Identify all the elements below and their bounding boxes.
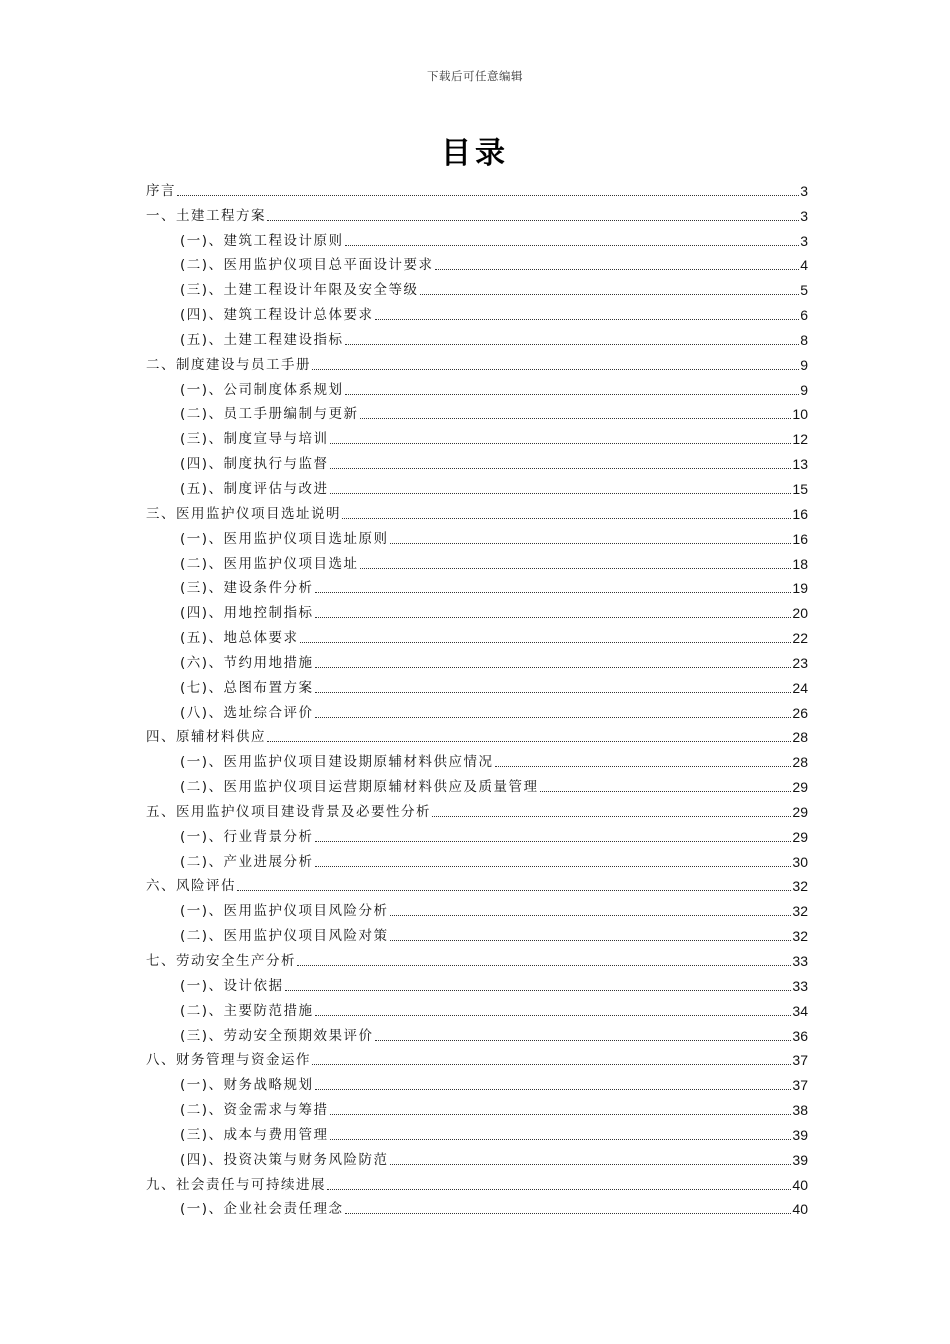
- toc-entry-page-number: 39: [792, 1151, 808, 1168]
- dot-leader: [300, 642, 792, 643]
- toc-entry-label: (二)、医用监护仪项目选址: [180, 555, 359, 572]
- dot-leader: [390, 543, 792, 544]
- toc-entry-label: 三、医用监护仪项目选址说明: [146, 505, 341, 522]
- dot-leader: [345, 344, 800, 345]
- dot-leader: [345, 245, 800, 246]
- toc-entry-label: (四)、用地控制指标: [180, 605, 314, 622]
- toc-entry-label: (一)、财务战略规划: [180, 1077, 314, 1094]
- toc-entry[interactable]: [146, 771, 808, 796]
- toc-entry-label: (四)、建筑工程设计总体要求: [180, 307, 374, 324]
- dot-leader: [390, 940, 792, 941]
- toc-entry-label: (三)、成本与费用管理: [180, 1126, 329, 1143]
- dot-leader: [315, 617, 792, 618]
- toc-entry-page-number: 29: [792, 779, 808, 796]
- toc-entry-label: (一)、行业背景分析: [180, 828, 314, 845]
- toc-entry[interactable]: [146, 473, 808, 498]
- dot-leader: [315, 1089, 792, 1090]
- toc-entry-label: (二)、资金需求与筹措: [180, 1102, 329, 1119]
- toc-entry-page-number: 32: [792, 903, 808, 920]
- dot-leader: [267, 220, 799, 221]
- toc-entry-page-number: 30: [792, 853, 808, 870]
- toc-entry-page-number: 23: [792, 654, 808, 671]
- toc-entry-label: (五)、制度评估与改进: [180, 480, 329, 497]
- toc-entry[interactable]: [146, 995, 808, 1020]
- toc-entry-label: (三)、建设条件分析: [180, 580, 314, 597]
- dot-leader: [327, 1189, 791, 1190]
- toc-entry[interactable]: [146, 299, 808, 324]
- toc-entry[interactable]: [146, 324, 808, 349]
- toc-entry-page-number: 37: [792, 1052, 808, 1069]
- toc-entry[interactable]: [146, 175, 808, 200]
- toc-entry-label: 五、医用监护仪项目建设背景及必要性分析: [146, 803, 431, 820]
- dot-leader: [342, 518, 791, 519]
- toc-entry[interactable]: [146, 746, 808, 771]
- toc-entry-page-number: 5: [800, 282, 808, 299]
- toc-entry-page-number: 3: [800, 207, 808, 224]
- toc-entry[interactable]: [146, 225, 808, 250]
- dot-leader: [285, 990, 792, 991]
- toc-entry-label: (二)、医用监护仪项目总平面设计要求: [180, 257, 434, 274]
- dot-leader: [420, 294, 800, 295]
- toc-entry-page-number: 15: [792, 480, 808, 497]
- dot-leader: [360, 568, 792, 569]
- dot-leader: [315, 866, 792, 867]
- toc-entry-page-number: 3: [800, 182, 808, 199]
- dot-leader: [360, 418, 792, 419]
- toc-entry-label: (一)、医用监护仪项目选址原则: [180, 530, 389, 547]
- toc-entry-page-number: 39: [792, 1126, 808, 1143]
- toc-entry-label: 九、社会责任与可持续进展: [146, 1176, 326, 1193]
- dot-leader: [375, 1040, 792, 1041]
- toc-entry[interactable]: [146, 672, 808, 697]
- header-note: 下载后可任意编辑: [427, 69, 523, 83]
- toc-entry-label: (一)、医用监护仪项目风险分析: [180, 903, 389, 920]
- dot-leader: [495, 766, 792, 767]
- toc-entry-page-number: 4: [800, 257, 808, 274]
- dot-leader: [297, 965, 791, 966]
- toc-entry-page-number: 28: [792, 729, 808, 746]
- page-title: 目录: [441, 136, 509, 171]
- toc-entry-page-number: 26: [792, 704, 808, 721]
- toc-entry[interactable]: [146, 1094, 808, 1119]
- toc-entry-page-number: 36: [792, 1027, 808, 1044]
- toc-entry[interactable]: [146, 846, 808, 871]
- dot-leader: [432, 816, 791, 817]
- toc-entry[interactable]: [146, 895, 808, 920]
- toc-entry-page-number: 33: [792, 953, 808, 969]
- toc-entry-label: (四)、投资决策与财务风险防范: [180, 1151, 389, 1168]
- toc-entry[interactable]: [146, 697, 808, 722]
- toc-entry-page-number: 29: [792, 828, 808, 845]
- toc-entry-page-number: 20: [792, 605, 808, 622]
- toc-entry-label: 四、原辅材料供应: [146, 729, 266, 746]
- dot-leader: [375, 319, 800, 320]
- dot-leader: [237, 890, 791, 891]
- toc-entry-page-number: 32: [792, 928, 808, 945]
- dot-leader: [315, 667, 792, 668]
- toc-entry-page-number: 33: [792, 977, 808, 994]
- toc-entry-label: (五)、地总体要求: [180, 630, 299, 647]
- toc-entry[interactable]: [146, 1020, 808, 1045]
- dot-leader: [315, 717, 792, 718]
- toc-entry-page-number: 38: [792, 1102, 808, 1119]
- toc-entry[interactable]: [146, 1144, 808, 1169]
- toc-entry-label: (二)、医用监护仪项目风险对策: [180, 928, 389, 945]
- toc-entry[interactable]: [146, 647, 808, 672]
- dot-leader: [435, 269, 800, 270]
- toc-entry-label: (八)、选址综合评价: [180, 704, 314, 721]
- toc-entry[interactable]: [146, 399, 808, 424]
- toc-entry-page-number: 18: [792, 555, 808, 572]
- toc-entry[interactable]: [146, 548, 808, 573]
- toc-entry[interactable]: [146, 250, 808, 275]
- toc-entry-page-number: 9: [800, 356, 808, 373]
- dot-leader: [330, 493, 792, 494]
- toc-entry[interactable]: [146, 796, 808, 821]
- toc-entry[interactable]: [146, 1069, 808, 1094]
- toc-entry[interactable]: [146, 1194, 808, 1219]
- toc-entry-label: (六)、节约用地措施: [180, 654, 314, 671]
- toc-entry-label: 一、土建工程方案: [146, 207, 266, 224]
- dot-leader: [312, 1064, 791, 1065]
- toc-entry-label: (二)、产业进展分析: [180, 853, 314, 870]
- dot-leader: [345, 394, 800, 395]
- toc-entry[interactable]: [146, 448, 808, 473]
- toc-entry[interactable]: [146, 523, 808, 548]
- toc-entry-page-number: 19: [792, 580, 808, 597]
- toc-entry[interactable]: [146, 597, 808, 622]
- toc-entry[interactable]: [146, 1045, 808, 1070]
- toc-entry-label: (七)、总图布置方案: [180, 679, 314, 696]
- toc-entry[interactable]: [146, 821, 808, 846]
- dot-leader: [267, 741, 791, 742]
- toc-entry-page-number: 34: [792, 1002, 808, 1019]
- dot-leader: [330, 443, 792, 444]
- toc-list: [146, 175, 808, 1218]
- toc-entry-label: (三)、制度宣导与培训: [180, 431, 329, 448]
- toc-entry-label: (一)、企业社会责任理念: [180, 1201, 344, 1218]
- toc-entry-label: (二)、医用监护仪项目运营期原辅材料供应及质量管理: [180, 779, 539, 796]
- toc-entry-label: 序言: [146, 182, 176, 199]
- toc-entry-page-number: 9: [800, 381, 808, 398]
- toc-entry-page-number: 3: [800, 232, 808, 249]
- dot-leader: [315, 1015, 792, 1016]
- toc-entry[interactable]: [146, 920, 808, 945]
- toc-entry-label: (一)、设计依据: [180, 977, 284, 994]
- toc-entry-page-number: 10: [792, 406, 808, 423]
- toc-entry-page-number: 16: [792, 530, 808, 547]
- toc-entry-page-number: 6: [800, 307, 808, 324]
- toc-entry-page-number: 40: [792, 1176, 808, 1193]
- toc-entry-label: (二)、员工手册编制与更新: [180, 406, 359, 423]
- dot-leader: [315, 592, 792, 593]
- toc-entry[interactable]: [146, 498, 808, 523]
- dot-leader: [315, 692, 792, 693]
- toc-entry-label: (一)、医用监护仪项目建设期原辅材料供应情况: [180, 754, 494, 771]
- toc-entry[interactable]: [146, 274, 808, 299]
- dot-leader: [540, 791, 792, 792]
- dot-leader: [390, 915, 792, 916]
- dot-leader: [330, 468, 792, 469]
- dot-leader: [177, 195, 799, 196]
- toc-entry-page-number: 32: [792, 878, 808, 895]
- toc-entry-page-number: 16: [792, 505, 808, 522]
- toc-entry[interactable]: [146, 374, 808, 399]
- toc-entry-label: (五)、土建工程建设指标: [180, 331, 344, 348]
- toc-entry[interactable]: [146, 970, 808, 995]
- toc-entry[interactable]: [146, 871, 808, 896]
- dot-leader: [312, 369, 799, 370]
- toc-entry[interactable]: [146, 573, 808, 598]
- toc-entry[interactable]: [146, 1119, 808, 1144]
- toc-entry-label: (三)、劳动安全预期效果评价: [180, 1027, 374, 1044]
- toc-entry-label: (二)、主要防范措施: [180, 1002, 314, 1019]
- toc-entry-page-number: 13: [792, 456, 808, 473]
- toc-entry[interactable]: [146, 722, 808, 747]
- toc-entry-label: 七、劳动安全生产分析: [146, 953, 296, 969]
- toc-entry[interactable]: [146, 1169, 808, 1194]
- toc-entry[interactable]: [146, 349, 808, 374]
- toc-entry-page-number: 12: [792, 431, 808, 448]
- toc-entry-page-number: 29: [792, 803, 808, 820]
- dot-leader: [330, 1139, 792, 1140]
- toc-entry[interactable]: [146, 423, 808, 448]
- toc-entry-page-number: 37: [792, 1077, 808, 1094]
- toc-entry-page-number: 24: [792, 679, 808, 696]
- toc-entry[interactable]: [146, 200, 808, 225]
- toc-entry-label: 六、风险评估: [146, 878, 236, 895]
- toc-entry-label: 八、财务管理与资金运作: [146, 1052, 311, 1069]
- toc-entry[interactable]: [146, 945, 808, 970]
- toc-entry[interactable]: [146, 622, 808, 647]
- toc-entry-label: (一)、建筑工程设计原则: [180, 232, 344, 249]
- toc-entry-label: (四)、制度执行与监督: [180, 456, 329, 473]
- toc-entry-label: 二、制度建设与员工手册: [146, 356, 311, 373]
- dot-leader: [390, 1164, 792, 1165]
- toc-entry-page-number: 22: [792, 630, 808, 647]
- dot-leader: [315, 841, 792, 842]
- toc-entry-page-number: 40: [792, 1201, 808, 1218]
- dot-leader: [345, 1213, 792, 1214]
- toc-entry-label: (三)、土建工程设计年限及安全等级: [180, 282, 419, 299]
- dot-leader: [330, 1114, 792, 1115]
- toc-entry-page-number: 8: [800, 331, 808, 348]
- toc-entry-label: (一)、公司制度体系规划: [180, 381, 344, 398]
- toc-entry-page-number: 28: [792, 754, 808, 771]
